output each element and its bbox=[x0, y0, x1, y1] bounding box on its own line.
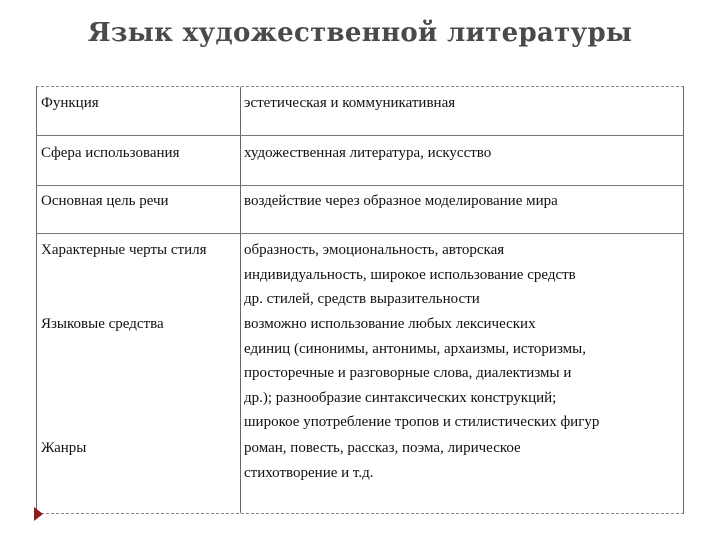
value-line: стихотворение и т.д. bbox=[244, 464, 374, 481]
value-line: художественная литература, искусство bbox=[244, 145, 492, 161]
value-line: роман, повесть, рассказ, поэма, лирическое bbox=[244, 440, 521, 456]
row-label-sphere: Сфера использования bbox=[41, 145, 180, 161]
style-table bbox=[36, 86, 684, 514]
row-label-genres: Жанры bbox=[41, 440, 87, 456]
row-value-function bbox=[244, 91, 680, 116]
row-label-features: Характерные черты стиля bbox=[41, 242, 207, 258]
slide-marker-arrow-icon bbox=[34, 507, 43, 521]
value-line: единиц (синонимы, антонимы, архаизмы, историзмы, bbox=[244, 340, 586, 357]
value-line: эстетическая и коммуникативная bbox=[244, 95, 456, 111]
value-line: просторечные и разговорные слова, диалектизмы и bbox=[244, 365, 572, 382]
row-value-goal bbox=[244, 189, 680, 214]
row-value-sphere bbox=[244, 141, 680, 166]
row-value-means bbox=[244, 312, 680, 435]
row-label-means: Языковые средства bbox=[41, 316, 164, 332]
value-line: др.); разнообразие синтаксических конструкций; bbox=[244, 389, 557, 406]
value-line: др. стилей, средств выразительности bbox=[244, 291, 480, 308]
row-separator bbox=[37, 185, 683, 186]
row-label-function: Функция bbox=[41, 95, 99, 111]
value-line: индивидуальность, широкое использование средств bbox=[244, 266, 576, 283]
row-label-goal: Основная цель речи bbox=[41, 193, 169, 209]
value-line: образность, эмоциональность, авторская bbox=[244, 242, 505, 258]
row-separator bbox=[37, 135, 683, 136]
value-line: возможно использование любых лексических bbox=[244, 316, 536, 332]
row-separator bbox=[37, 233, 683, 234]
value-line: широкое употребление тропов и стилистических фигур bbox=[244, 414, 600, 431]
value-line: воздействие через образное моделирование мира bbox=[244, 193, 558, 209]
row-value-features bbox=[244, 238, 680, 312]
row-value-genres bbox=[244, 436, 680, 485]
page-title: Язык художественной литературы bbox=[87, 18, 633, 48]
